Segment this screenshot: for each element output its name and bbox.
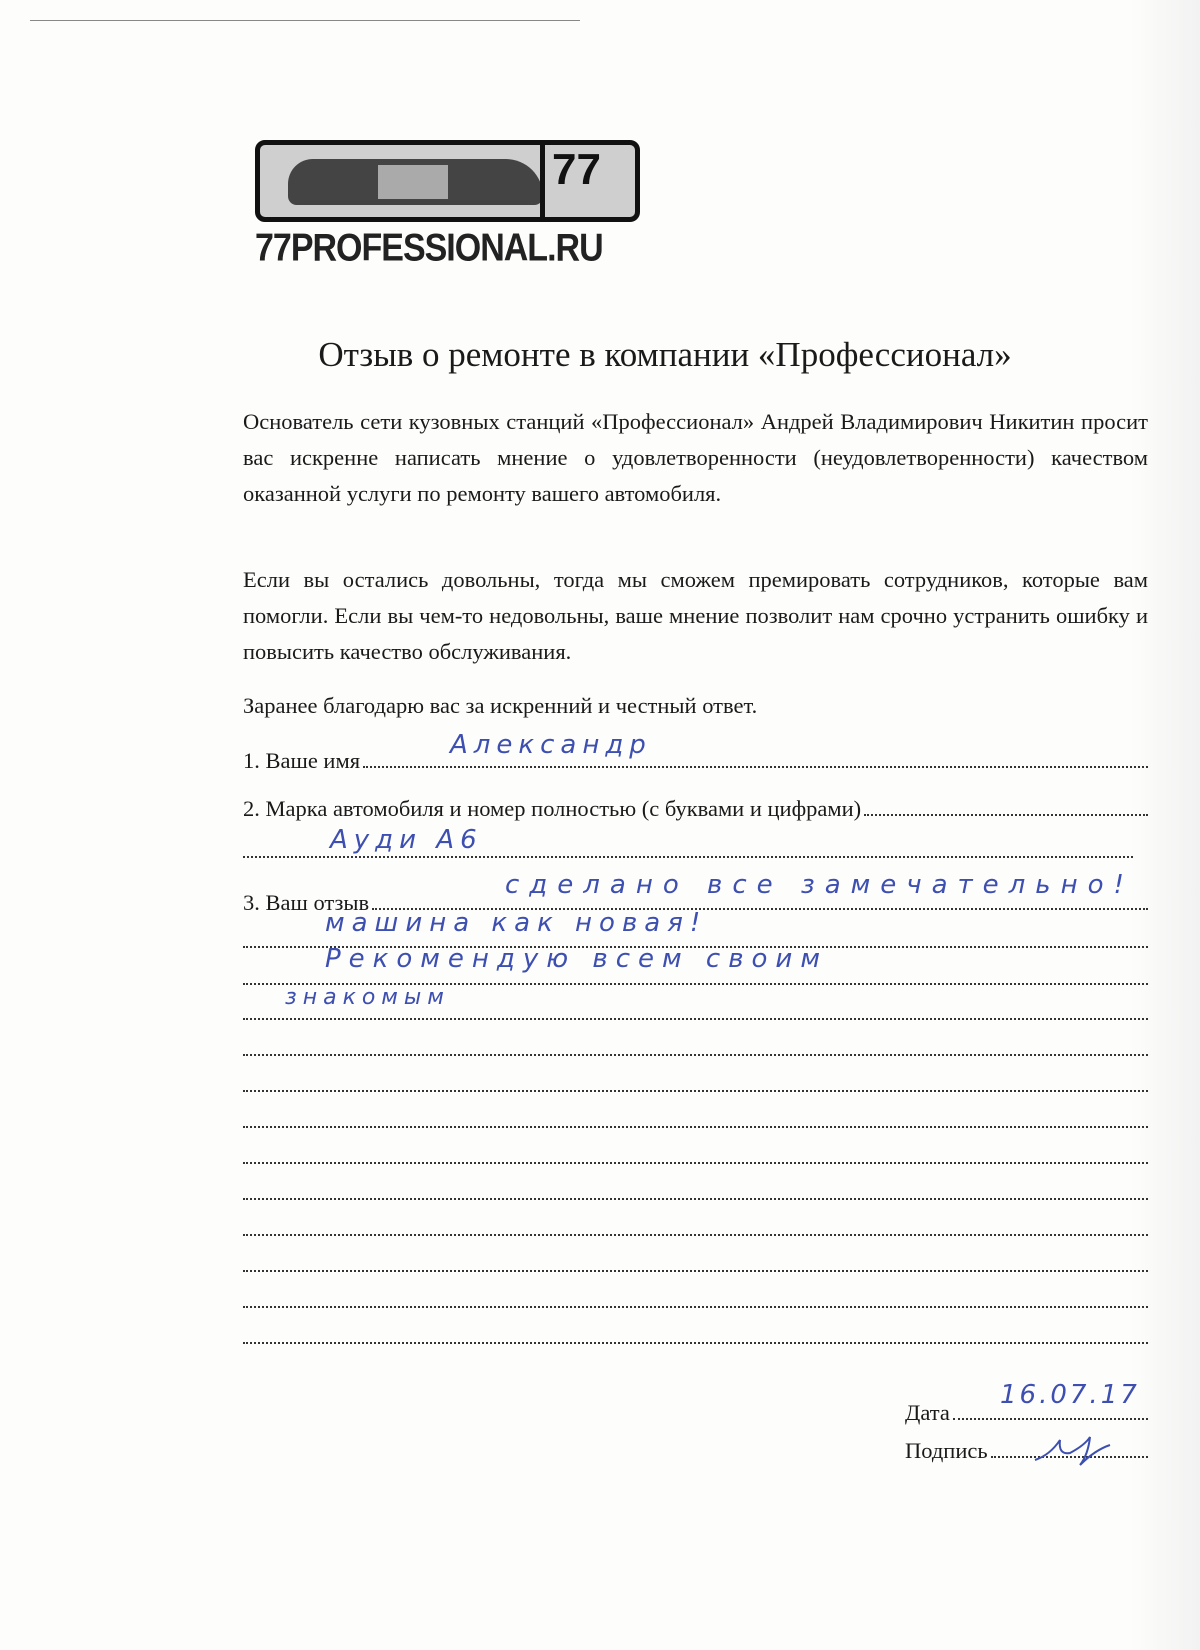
dotted-line [243,1162,1148,1164]
logo-region-number: 77 [552,145,601,194]
review-answer-line: машина как новая! [325,908,708,938]
review-label: 3. Ваш отзыв [243,890,370,915]
date-label: Дата [905,1400,950,1425]
logo-badge [255,140,640,222]
name-label: 1. Ваше имя [243,748,361,773]
second-paragraph: Если вы остались довольны, тогда мы сможем премировать сотрудников, которые вам помогли. Если вы чем-то недовольны, ваше мнение позволит нам срочно устранить ошибку и повысить качество обслуживания. [243,567,1148,664]
logo-text: 77PROFESSIONAL.RU [255,226,603,270]
intro-paragraph: Основатель сети кузовных станций «Профессионал» Андрей Владимирович Никитин просит вас искренне написать мнение о удовлетворенности (неудовлетворенности) качеством оказанной услуги по ремонту вашего автомобиля. [243,409,1148,506]
logo-divider [540,145,545,217]
dotted-line [243,1270,1148,1272]
dotted-line [243,946,1148,948]
car-label: 2. Марка автомобиля и номер полностью (с буквами и цифрами) [243,796,862,821]
company-logo [255,140,640,270]
page-title: Отзыв о ремонте в компании «Профессионал» [318,335,1012,374]
date-value: 16.07.17 [1000,1380,1140,1410]
dotted-line [864,796,1148,816]
thanks-paragraph: Заранее благодарю вас за искренний и честный ответ. [243,693,758,718]
car-icon [288,159,543,205]
dotted-line [243,1198,1148,1200]
car-answer: Ауди А6 [330,825,483,855]
scan-edge-line [30,20,580,21]
handwritten-signature [1030,1425,1120,1470]
dotted-line [243,983,1148,985]
name-field[interactable] [243,748,1148,774]
dotted-line [243,1126,1148,1128]
dotted-line [243,1054,1148,1056]
review-answer-line: сделано все замечательно! [505,870,1134,900]
review-answer-line: знакомым [285,985,450,1010]
car-field[interactable] [243,796,1148,822]
dotted-line [243,1090,1148,1092]
name-answer: Александр [450,730,652,760]
dotted-line [243,1234,1148,1236]
dotted-line [243,1018,1148,1020]
review-answer-line: Рекомендую всем своим [325,944,828,974]
signature-label: Подпись [905,1438,988,1463]
dotted-line [243,856,1133,858]
dotted-line [243,1342,1148,1344]
dotted-line [243,1306,1148,1308]
